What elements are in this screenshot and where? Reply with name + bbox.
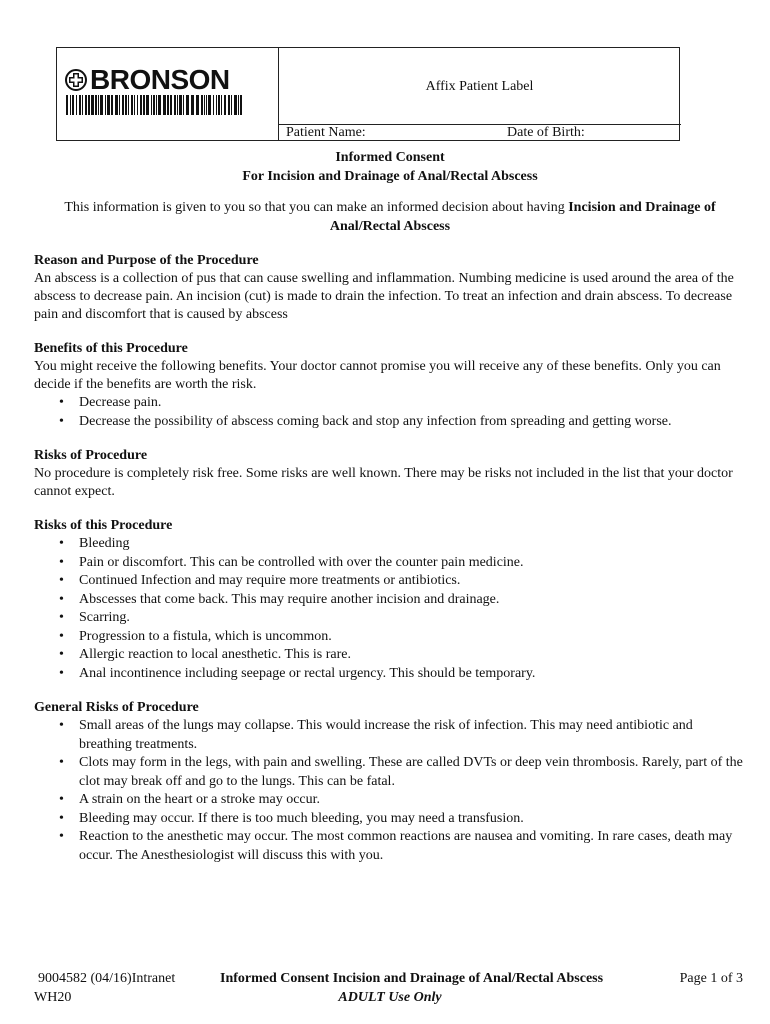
form-code: WH20 bbox=[34, 990, 72, 1005]
logo-wordmark: BRONSON bbox=[90, 64, 230, 95]
benefits-heading: Benefits of this Procedure bbox=[34, 341, 188, 356]
patient-label-box bbox=[56, 47, 680, 141]
reason-heading: Reason and Purpose of the Procedure bbox=[34, 253, 259, 268]
risks-text: No procedure is completely risk free. Some risks are well known. There may be risks not included in the list that your doctor cannot expect. bbox=[34, 466, 733, 499]
list-item: • Allergic reaction to local anesthetic. This is rare. bbox=[79, 646, 746, 665]
page-footer bbox=[34, 969, 746, 1009]
reason-text: An abscess is a collection of pus that can cause swelling and inflammation. Numbing medicine is used around the area of the abscess to decrease pain. An incision (cut) is made to drain the infection. To treat an infection and drain abscess. To decrease pain and discomfort that is caused by abscess bbox=[34, 271, 734, 322]
list-item: • Progression to a fistula, which is uncommon. bbox=[79, 628, 746, 647]
bronson-mark-icon bbox=[65, 69, 87, 91]
list-item: • Reaction to the anesthetic may occur. The most common reactions are nausea and vomiting. In rare cases, death may occur. The Anesthesiologist will discuss this with you. bbox=[79, 828, 746, 865]
list-item: • Anal incontinence including seepage or rectal urgency. This should be temporary. bbox=[79, 665, 746, 684]
risks-this-list bbox=[34, 535, 746, 683]
title-line-1: Informed Consent bbox=[335, 150, 445, 165]
consent-content bbox=[34, 148, 746, 865]
list-item: • Decrease the possibility of abscess coming back and stop any infection from spreading and getting worse. bbox=[79, 413, 746, 432]
affix-label-text: Affix Patient Label bbox=[425, 79, 534, 94]
date-of-birth-label: Date of Birth: bbox=[507, 125, 585, 140]
document-title bbox=[34, 148, 746, 186]
title-line-2: For Incision and Drainage of Anal/Rectal Abscess bbox=[242, 169, 538, 184]
footer-title: Informed Consent Incision and Drainage of Anal/Rectal Abscess bbox=[220, 971, 604, 986]
form-number: 9004582 (04/16)Intranet bbox=[38, 971, 176, 986]
general-risks-heading: General Risks of Procedure bbox=[34, 700, 199, 715]
intro-bold: Incision and Drainage of Anal/Rectal Abscess bbox=[329, 200, 716, 234]
risks-this-heading: Risks of this Procedure bbox=[34, 518, 173, 533]
risks-this-section bbox=[34, 517, 746, 683]
page-number: Page 1 of 3 bbox=[679, 971, 743, 986]
risks-section bbox=[34, 447, 746, 501]
list-item: • Small areas of the lungs may collapse. This would increase the risk of infection. This may need antibiotic and breathing treatments. bbox=[79, 717, 746, 754]
list-item: • Bleeding bbox=[79, 535, 746, 554]
list-item: • Pain or discomfort. This can be controlled with over the counter pain medicine. bbox=[79, 554, 746, 573]
list-item: • Continued Infection and may require more treatments or antibiotics. bbox=[79, 572, 746, 591]
footer-subtitle: ADULT Use Only bbox=[338, 990, 442, 1005]
intro-paragraph bbox=[34, 198, 746, 236]
barcode bbox=[66, 95, 242, 115]
logo-cell bbox=[57, 48, 279, 140]
patient-name-label: Patient Name: bbox=[286, 125, 366, 140]
reason-section bbox=[34, 252, 746, 324]
bronson-logo bbox=[65, 66, 230, 94]
list-item: • A strain on the heart or a stroke may occur. bbox=[79, 791, 746, 810]
list-item: • Bleeding may occur. If there is too much bleeding, you may need a transfusion. bbox=[79, 810, 746, 829]
general-risks-list bbox=[34, 717, 746, 865]
benefits-text: You might receive the following benefits. Your doctor cannot promise you will receive any of these benefits. Only you can decide if the benefits are worth the risk. bbox=[34, 359, 721, 392]
list-item: • Clots may form in the legs, with pain and swelling. These are called DVTs or deep vein thrombosis. Rarely, part of the clot may break off and go to the lungs. This can be fatal. bbox=[79, 754, 746, 791]
general-risks-section bbox=[34, 699, 746, 865]
benefits-section bbox=[34, 340, 746, 431]
list-item: • Abscesses that come back. This may require another incision and drainage. bbox=[79, 591, 746, 610]
intro-text: This information is given to you so that you can make an informed decision about having bbox=[64, 200, 569, 215]
list-item: • Scarring. bbox=[79, 609, 746, 628]
benefits-list bbox=[34, 394, 746, 431]
risks-heading: Risks of Procedure bbox=[34, 448, 148, 463]
list-item: • Decrease pain. bbox=[79, 394, 746, 413]
patient-info-row bbox=[278, 124, 681, 141]
